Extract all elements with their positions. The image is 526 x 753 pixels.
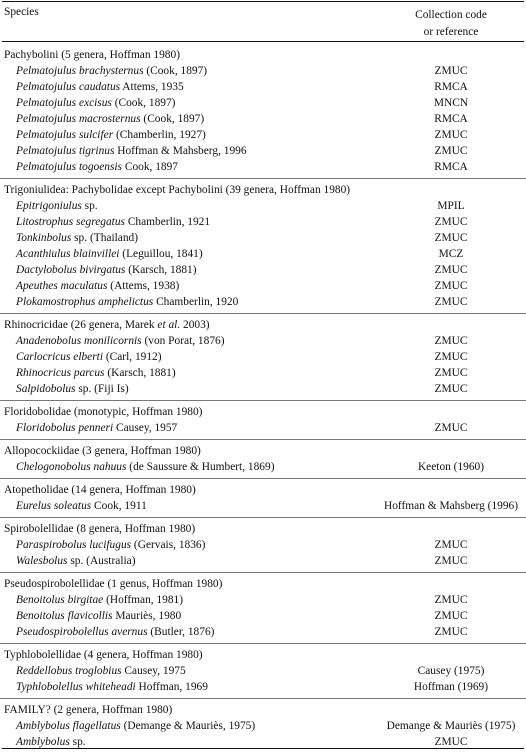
collection-code: Keeton (1960)	[417, 461, 485, 473]
family-group	[0, 44, 526, 179]
collection-code: ZMUC	[434, 610, 468, 622]
et-al-italic: et al.	[157, 319, 181, 331]
group-title-row	[0, 443, 526, 459]
group-spacer	[0, 310, 526, 313]
table-row	[0, 679, 526, 695]
group-title-row	[0, 702, 526, 718]
species-authority: (Gervais, 1836)	[131, 539, 206, 551]
species-name: Litostrophus segregatus	[16, 216, 125, 228]
species-authority: Attems, 1935	[120, 81, 184, 93]
species-cell	[16, 249, 203, 260]
species-cell	[16, 462, 275, 473]
collection-code: ZMUC	[434, 280, 468, 292]
group-title: Pseudospirobolellidae (1 genus, Hoffman 1980)	[4, 578, 223, 590]
collection-code: RMCA	[434, 113, 468, 125]
species-cell	[16, 501, 147, 512]
species-authority: sp.	[69, 736, 86, 748]
group-title-row	[0, 47, 526, 63]
table-row	[0, 459, 526, 475]
group-title: Pachybolini (5 genera, Hoffman 1980)	[4, 49, 180, 61]
group-title-row	[0, 317, 526, 333]
collection-code: ZMUC	[434, 555, 468, 567]
species-authority: sp. (Fiji Is)	[75, 383, 129, 395]
species-authority: Causey, 1957	[113, 422, 178, 434]
group-title: Atopetholidae (14 genera, Hoffman 1980)	[4, 484, 196, 496]
table-row	[0, 624, 526, 640]
collection-code: ZMUC	[434, 383, 468, 395]
collection-code: ZMUC	[434, 296, 468, 308]
species-name: Walesbolus	[16, 555, 68, 567]
species-cell	[16, 281, 179, 292]
species-cell	[16, 556, 136, 567]
collection-code: RMCA	[434, 81, 468, 93]
species-cell	[16, 666, 186, 677]
collection-code: Causey (1975)	[417, 665, 485, 677]
species-cell	[16, 423, 177, 434]
table-row	[0, 663, 526, 679]
collection-code: Hoffman (1969)	[413, 681, 489, 693]
species-cell	[16, 595, 183, 606]
species-name: Reddellobus troglobius	[16, 665, 122, 677]
species-name: Pelmatojulus togoensis	[16, 161, 122, 173]
collection-code: ZMUC	[434, 422, 468, 434]
collection-code: ZMUC	[434, 216, 468, 228]
species-cell	[16, 217, 210, 228]
collection-code: ZMUC	[434, 129, 468, 141]
collection-code: ZMUC	[434, 145, 468, 157]
species-cell	[16, 233, 138, 244]
species-name: Pelmatojulus macrosternus	[16, 113, 141, 125]
group-spacer	[0, 475, 526, 478]
species-authority: (Demange & Mauriès, 1975)	[120, 720, 256, 732]
group-title-row	[0, 521, 526, 537]
species-authority: sp. (Thailand)	[71, 232, 139, 244]
species-name: Paraspirobolus lucifugus	[16, 539, 132, 551]
group-title-row	[0, 482, 526, 498]
species-name: Apeuthes maculatus	[16, 280, 108, 292]
collection-code: Hoffman & Mahsberg (1996)	[383, 500, 519, 512]
species-name: Pelmatojulus tigrinus	[16, 145, 115, 157]
species-authority: (Cook, 1897)	[140, 113, 205, 125]
column-header-code-line1: Collection code	[415, 9, 487, 21]
collection-code: ZMUC	[434, 626, 468, 638]
group-title: Typhlobolellidae (4 genera, Hoffman 1980)	[4, 649, 203, 661]
group-title-row	[0, 647, 526, 663]
species-cell	[16, 368, 176, 379]
group-title: Floridobolidae (monotypic, Hoffman 1980)	[4, 406, 203, 418]
species-authority: (Hoffman, 1981)	[103, 594, 184, 606]
collection-code: ZMUC	[434, 594, 468, 606]
species-authority: (Cook, 1897)	[111, 97, 176, 109]
species-cell	[16, 352, 162, 363]
group-title: Rhinocricidae (26 genera, Marek et al. 2003)	[4, 319, 210, 331]
species-cell	[16, 336, 225, 347]
species-cell	[16, 737, 86, 748]
species-name: Rhinocricus parcus	[16, 367, 105, 379]
species-cell	[16, 682, 208, 693]
table-row	[0, 592, 526, 608]
species-name: Anadenobolus monilicornis	[16, 335, 142, 347]
table-row	[0, 262, 526, 278]
species-authority: (Carl, 1912)	[103, 351, 162, 363]
collection-code: ZMUC	[434, 539, 468, 551]
collection-code: ZMUC	[434, 335, 468, 347]
species-authority: (Leguillou, 1841)	[119, 248, 203, 260]
species-authority: Cook, 1911	[91, 500, 147, 512]
table-row	[0, 198, 526, 214]
species-authority: Chamberlin, 1921	[124, 216, 211, 228]
species-cell	[16, 66, 207, 77]
table-row	[0, 246, 526, 262]
species-name: Pelmatojulus brachysternus	[16, 65, 144, 77]
group-title: FAMILY? (2 genera, Hoffman 1980)	[4, 704, 173, 716]
species-name: Benoitolus birgitae	[16, 594, 104, 606]
collection-code: ZMUC	[434, 367, 468, 379]
collection-code: ZMUC	[434, 232, 468, 244]
species-authority: (Butler, 1876)	[147, 626, 215, 638]
species-name: Acanthiulus blainvillei	[16, 248, 120, 260]
species-authority: Causey, 1975	[121, 665, 186, 677]
group-spacer	[0, 514, 526, 517]
table-row	[0, 420, 526, 436]
species-authority: (von Porat, 1876)	[141, 335, 225, 347]
group-title: Allopocockiidae (3 genera, Hoffman 1980)	[4, 445, 201, 457]
species-authority: (Chamberlin, 1927)	[113, 129, 206, 141]
species-name: Typhlobolellus whiteheadi	[16, 681, 136, 693]
table-row	[0, 718, 526, 734]
table-row	[0, 381, 526, 397]
collection-code: MNCN	[433, 97, 469, 109]
collection-code: ZMUC	[434, 351, 468, 363]
table-row	[0, 294, 526, 310]
species-authority: (Karsch, 1881)	[125, 264, 197, 276]
species-cell	[16, 146, 247, 157]
header-rule	[2, 41, 524, 42]
table-row	[0, 143, 526, 159]
species-authority: sp. (Australia)	[67, 555, 136, 567]
family-group	[0, 573, 526, 644]
species-cell	[16, 384, 129, 395]
species-authority: sp.	[81, 200, 98, 212]
species-cell	[16, 627, 214, 638]
species-name: Plokamostrophus amphelictus	[16, 296, 154, 308]
species-cell	[16, 130, 206, 141]
family-group	[0, 314, 526, 401]
group-spacer	[0, 175, 526, 178]
table-top-rule	[2, 1, 524, 2]
column-header-code-line2: or reference	[423, 26, 479, 38]
species-cell	[16, 114, 204, 125]
species-authority: (Karsch, 1881)	[104, 367, 176, 379]
species-name: Carlocricus elberti	[16, 351, 104, 363]
family-group	[0, 179, 526, 314]
species-name: Dactylobolus bivirgatus	[16, 264, 126, 276]
family-group	[0, 401, 526, 440]
table-row	[0, 278, 526, 294]
table-body	[0, 44, 526, 753]
species-cell	[16, 162, 178, 173]
species-name: Floridobolus penneri	[16, 422, 114, 434]
table-row	[0, 230, 526, 246]
species-cell	[16, 297, 238, 308]
group-title-row	[0, 182, 526, 198]
species-cell	[16, 201, 98, 212]
species-authority: Hoffman, 1969	[135, 681, 208, 693]
table-row	[0, 214, 526, 230]
collection-code: MPIL	[437, 200, 465, 212]
table-row	[0, 537, 526, 553]
species-name: Pelmatojulus excisus	[16, 97, 112, 109]
species-name: Amblybolus	[16, 736, 70, 748]
species-name: Tonkinbolus	[16, 232, 72, 244]
table-row	[0, 159, 526, 175]
species-cell	[16, 721, 255, 732]
family-group	[0, 644, 526, 699]
group-spacer	[0, 695, 526, 698]
species-cell	[16, 82, 184, 93]
table-bottom-rule	[2, 748, 524, 749]
species-cell	[16, 611, 181, 622]
species-name: Benoitolus flavicollis	[16, 610, 113, 622]
species-name: Pelmatojulus caudatus	[16, 81, 121, 93]
collection-code: ZMUC	[434, 65, 468, 77]
table-row	[0, 95, 526, 111]
table-row	[0, 608, 526, 624]
species-cell	[16, 265, 197, 276]
species-authority: (Cook, 1897)	[143, 65, 208, 77]
species-name: Amblybolus flagellatus	[16, 720, 121, 732]
species-cell	[16, 98, 175, 109]
collection-code: ZMUC	[434, 736, 468, 748]
column-header-collection-code	[376, 7, 526, 41]
table-row	[0, 127, 526, 143]
group-spacer	[0, 640, 526, 643]
species-name: Pseudospirobolellus avernus	[16, 626, 148, 638]
species-name: Eurelus soleatus	[16, 500, 92, 512]
species-authority: Cook, 1897	[122, 161, 179, 173]
collection-code: ZMUC	[434, 264, 468, 276]
table-row	[0, 553, 526, 569]
family-group	[0, 479, 526, 518]
family-group	[0, 518, 526, 573]
species-cell	[16, 540, 205, 551]
species-authority: Chamberlin, 1920	[153, 296, 239, 308]
table-row	[0, 333, 526, 349]
group-title-row	[0, 576, 526, 592]
table-row	[0, 498, 526, 514]
group-spacer	[0, 397, 526, 400]
collection-code: Demange & Mauriès (1975)	[386, 720, 516, 732]
column-header-species: Species	[4, 6, 39, 18]
species-authority: (Attems, 1938)	[107, 280, 180, 292]
species-name: Pelmatojulus sulcifer	[16, 129, 114, 141]
table-row	[0, 79, 526, 95]
table-row	[0, 63, 526, 79]
species-authority: Hoffman & Mahsberg, 1996	[114, 145, 247, 157]
group-spacer	[0, 569, 526, 572]
table-row	[0, 111, 526, 127]
group-title: Trigoniulidea: Pachybolidae except Pachybolini (39 genera, Hoffman 1980)	[4, 184, 351, 196]
collection-code: RMCA	[434, 161, 468, 173]
group-title-row	[0, 404, 526, 420]
family-group	[0, 699, 526, 753]
collection-code: MCZ	[438, 248, 464, 260]
group-spacer	[0, 436, 526, 439]
species-name: Salpidobolus	[16, 383, 76, 395]
table-row	[0, 365, 526, 381]
species-authority: (de Saussure & Humbert, 1869)	[126, 461, 275, 473]
table-row	[0, 349, 526, 365]
species-authority: Mauriès, 1980	[112, 610, 182, 622]
family-group	[0, 440, 526, 479]
species-name: Epitrigoniulus	[16, 200, 82, 212]
species-name: Chelogonobolus nahuus	[16, 461, 127, 473]
group-title: Spirobolellidae (8 genera, Hoffman 1980)	[4, 523, 196, 535]
